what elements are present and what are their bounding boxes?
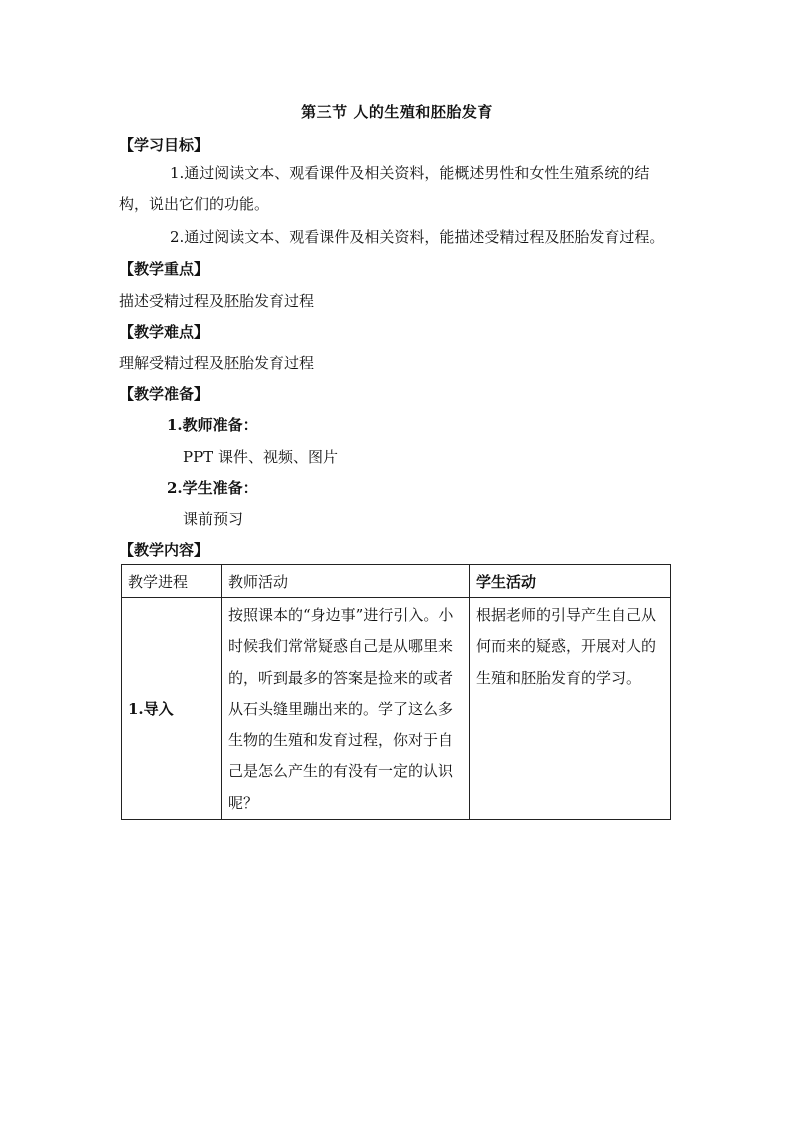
preparation-heading: 【教学准备】: [119, 385, 210, 403]
student-preparation-label: 2.学生准备：: [167, 479, 258, 497]
difficulty-text: 理解受精过程及胚胎发育过程: [119, 354, 315, 372]
student-preparation-text: 课前预习: [183, 510, 244, 528]
header-student-activity: 学生活动: [470, 565, 671, 598]
stage-cell: 1.导入: [122, 598, 222, 820]
lesson-content-table: [121, 564, 671, 820]
student-activity-cell: 根据老师的引导产生自己从何而来的疑惑，开展对人的生殖和胚胎发育的学习。: [470, 598, 671, 820]
teacher-activity-cell: 按照课本的“身边事”进行引入。小时候我们常常疑惑自己是从哪里来的，听到最多的答案是捡来的或者从石头缝里蹦出来的。学了这么多生物的生殖和发育过程，你对于自己是怎么产生的有没有一定的认识呢？: [222, 598, 470, 820]
table-header-row: [122, 565, 671, 598]
difficulty-heading: 【教学难点】: [119, 323, 210, 341]
header-stage: 教学进程: [122, 565, 222, 598]
teacher-preparation-label: 1.教师准备：: [167, 416, 258, 434]
key-point-text: 描述受精过程及胚胎发育过程: [119, 292, 315, 310]
learning-goals-heading: 【学习目标】: [119, 136, 210, 154]
table-row: [122, 598, 671, 820]
content-heading: 【教学内容】: [119, 541, 210, 559]
learning-goal-1: 1.通过阅读文本、观看课件及相关资料，能概述男性和女性生殖系统的结构，说出它们的功能。: [119, 164, 650, 213]
teacher-preparation-text: PPT 课件、视频、图片: [183, 448, 338, 466]
key-point-heading: 【教学重点】: [119, 260, 210, 278]
page-title: 第三节 人的生殖和胚胎发育: [301, 103, 493, 121]
learning-goal-2: 2.通过阅读文本、观看课件及相关资料，能描述受精过程及胚胎发育过程。: [170, 228, 665, 246]
header-teacher-activity: 教师活动: [222, 565, 470, 598]
